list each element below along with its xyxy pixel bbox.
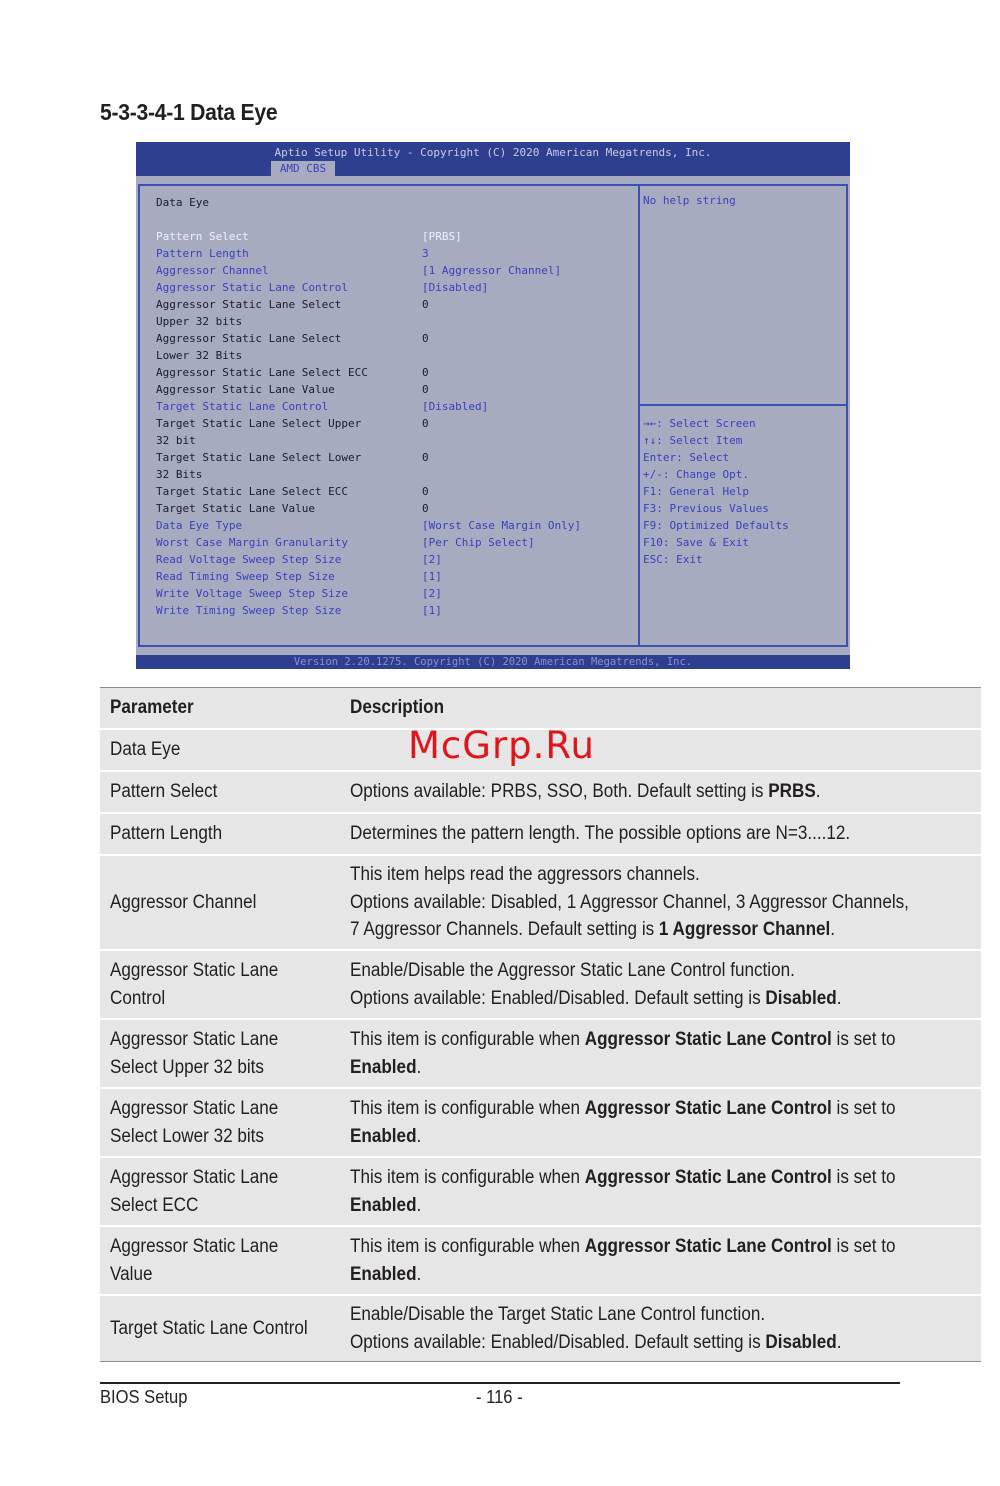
description-cell	[340, 813, 981, 855]
bios-setting-value: 0	[422, 502, 429, 515]
cell-line: Aggressor Static Lane	[110, 1098, 279, 1119]
bios-key-hint: ↑↓: Select Item	[643, 434, 743, 447]
cell-line: Control	[110, 987, 166, 1009]
parameter-cell	[100, 1157, 340, 1226]
bios-key-hint: Enter: Select	[643, 451, 730, 464]
bios-key-hint: →←: Select Screen	[643, 417, 756, 430]
cell-line: Aggressor Static Lane	[110, 960, 279, 981]
table-row	[100, 1019, 981, 1088]
bios-setting-label: Target Static Lane Value	[156, 502, 315, 515]
bios-setting-label[interactable]: Pattern Select	[156, 230, 249, 243]
bios-setting-value[interactable]: [Per Chip Select]	[422, 536, 535, 549]
cell-line: Options available: Enabled/Disabled. Default setting is Disabled.	[349, 987, 842, 1009]
bios-setting-label: Lower 32 Bits	[156, 349, 243, 362]
bios-setting-label[interactable]: Target Static Lane Control	[156, 400, 329, 413]
bios-setting-label: 32 Bits	[156, 468, 203, 481]
table-row	[100, 1157, 981, 1226]
description-cell	[340, 1157, 981, 1226]
table-header-row	[100, 688, 981, 730]
bios-setting-value[interactable]: 3	[422, 247, 429, 260]
bios-key-hint: F9: Optimized Defaults	[643, 519, 789, 532]
parameter-cell	[100, 1295, 340, 1362]
footer-section-label: BIOS Setup	[100, 1387, 188, 1407]
bios-setting-value: 0	[422, 451, 429, 464]
cell-line: This item helps read the aggressors channels.	[349, 864, 700, 886]
parameter-cell	[100, 771, 340, 813]
bios-key-hint: F3: Previous Values	[643, 502, 769, 515]
cell-line: Options available: Disabled, 1 Aggressor Channel, 3 Aggressor Channels,	[349, 891, 909, 913]
parameter-cell	[100, 1019, 340, 1088]
bios-setting-label[interactable]: Aggressor Static Lane Control	[156, 281, 349, 294]
bios-divider-vertical	[638, 184, 640, 647]
bios-setting-label: 32 bit	[156, 434, 196, 447]
cell-line: Options available: Enabled/Disabled. Default setting is Disabled.	[349, 1331, 842, 1353]
bios-setting-label[interactable]: Pattern Length	[156, 247, 249, 260]
bios-key-hint: ESC: Exit	[643, 553, 703, 566]
cell-line: Enabled.	[349, 1194, 421, 1216]
footer-page-number: - 116 -	[476, 1387, 523, 1407]
bios-setting-label: Aggressor Static Lane Value	[156, 383, 335, 396]
bios-heading: Data Eye	[156, 196, 209, 209]
bios-setting-label[interactable]: Worst Case Margin Granularity	[156, 536, 349, 549]
bios-title: Aptio Setup Utility - Copyright (C) 2020 American Megatrends, Inc.	[274, 146, 712, 159]
cell-line: This item is configurable when Aggressor Static Lane Control is set to	[349, 1167, 896, 1188]
description-cell	[340, 1019, 981, 1088]
parameter-cell	[100, 729, 340, 771]
bios-divider-horizontal	[640, 404, 846, 406]
table-row	[100, 1088, 981, 1157]
parameter-table	[100, 687, 981, 1362]
parameter-cell	[100, 1088, 340, 1157]
bios-setting-value[interactable]: [1]	[422, 570, 442, 583]
bios-setting-value[interactable]: [Disabled]	[422, 281, 489, 294]
header-description: Description	[340, 688, 981, 730]
bios-setting-label: Target Static Lane Select Upper	[156, 417, 362, 430]
cell-line: Enabled.	[349, 1056, 421, 1078]
parameter-cell	[100, 855, 340, 950]
bios-setting-value[interactable]: [2]	[422, 553, 442, 566]
parameter-cell	[100, 950, 340, 1019]
bios-setting-label: Target Static Lane Select ECC	[156, 485, 349, 498]
description-cell	[340, 771, 981, 813]
bios-setting-value[interactable]: [1]	[422, 604, 442, 617]
bios-setting-value[interactable]: [Disabled]	[422, 400, 489, 413]
bios-setting-label[interactable]: Read Timing Sweep Step Size	[156, 570, 335, 583]
description-cell	[340, 1226, 981, 1295]
cell-line: Enable/Disable the Target Static Lane Control function.	[349, 1304, 765, 1325]
bios-setting-value: 0	[422, 298, 429, 311]
bios-setting-label[interactable]: Write Timing Sweep Step Size	[156, 604, 342, 617]
bios-setting-label[interactable]: Read Voltage Sweep Step Size	[156, 553, 342, 566]
bios-setting-label: Aggressor Static Lane Select	[156, 298, 342, 311]
cell-line: Pattern Select	[110, 781, 218, 803]
cell-line: Enable/Disable the Aggressor Static Lane Control function.	[349, 960, 795, 981]
table-row	[100, 1295, 981, 1362]
cell-line: Aggressor Channel	[110, 891, 257, 913]
parameter-cell	[100, 1226, 340, 1295]
bios-setting-label[interactable]: Write Voltage Sweep Step Size	[156, 587, 349, 600]
table-row	[100, 771, 981, 813]
bios-setting-label: Aggressor Static Lane Select ECC	[156, 366, 368, 379]
bios-key-hint: F10: Save & Exit	[643, 536, 749, 549]
table-row	[100, 855, 981, 950]
cell-line: Select Upper 32 bits	[110, 1056, 264, 1078]
tab-amd-cbs[interactable]: AMD CBS	[271, 161, 335, 176]
bios-setting-value[interactable]: [2]	[422, 587, 442, 600]
bios-setting-label: Upper 32 bits	[156, 315, 243, 328]
cell-line: Aggressor Static Lane	[110, 1029, 279, 1050]
bios-setting-value: 0	[422, 332, 429, 345]
description-cell	[340, 1088, 981, 1157]
cell-line: Determines the pattern length. The possible options are N=3....12.	[349, 823, 850, 845]
cell-line: Enabled.	[349, 1263, 421, 1285]
cell-line: 7 Aggressor Channels. Default setting is 1 Aggressor Channel.	[349, 919, 835, 941]
bios-setting-label: Target Static Lane Select Lower	[156, 451, 362, 464]
bios-screenshot	[136, 142, 850, 669]
cell-line: Target Static Lane Control	[110, 1317, 308, 1339]
cell-line: Aggressor Static Lane	[110, 1167, 279, 1188]
bios-setting-value[interactable]: [Worst Case Margin Only]	[422, 519, 581, 532]
cell-line: This item is configurable when Aggressor Static Lane Control is set to	[349, 1098, 896, 1119]
bios-setting-label[interactable]: Aggressor Channel	[156, 264, 269, 277]
cell-line: Pattern Length	[110, 823, 223, 845]
description-cell	[340, 950, 981, 1019]
footer-divider	[100, 1382, 900, 1384]
bios-key-hint: F1: General Help	[643, 485, 749, 498]
bios-setting-value: 0	[422, 383, 429, 396]
bios-setting-value: 0	[422, 417, 429, 430]
cell-line: This item is configurable when Aggressor Static Lane Control is set to	[349, 1029, 896, 1050]
bios-setting-value: 0	[422, 485, 429, 498]
bios-setting-value[interactable]: [1 Aggressor Channel]	[422, 264, 562, 277]
bios-setting-label[interactable]: Data Eye Type	[156, 519, 243, 532]
cell-line: Data Eye	[110, 739, 181, 761]
cell-line: This item is configurable when Aggressor Static Lane Control is set to	[349, 1236, 896, 1257]
table-row	[100, 950, 981, 1019]
bios-bottom-bar: Version 2.20.1275. Copyright (C) 2020 American Megatrends, Inc.	[136, 655, 850, 669]
parameter-cell	[100, 813, 340, 855]
watermark: McGrp.Ru	[408, 724, 595, 767]
cell-line: Select Lower 32 bits	[110, 1125, 264, 1147]
bios-top-bar	[136, 142, 850, 176]
description-cell	[340, 1295, 981, 1362]
cell-line: Enabled.	[349, 1125, 421, 1147]
cell-line: Options available: PRBS, SSO, Both. Default setting is PRBS.	[349, 781, 821, 803]
bios-key-hint: +/-: Change Opt.	[643, 468, 749, 481]
bios-key-legend	[643, 415, 789, 568]
cell-line: Value	[110, 1263, 153, 1285]
cell-line: Aggressor Static Lane	[110, 1236, 279, 1257]
table-row	[100, 813, 981, 855]
bios-setting-value: 0	[422, 366, 429, 379]
bios-setting-label: Aggressor Static Lane Select	[156, 332, 342, 345]
bios-setting-value[interactable]: [PRBS]	[422, 230, 462, 243]
table-row	[100, 1226, 981, 1295]
description-cell	[340, 855, 981, 950]
cell-line: Select ECC	[110, 1194, 199, 1216]
section-title: 5-3-3-4-1 Data Eye	[100, 99, 278, 125]
header-parameter: Parameter	[100, 688, 340, 730]
bios-help-text: No help string	[643, 194, 736, 207]
